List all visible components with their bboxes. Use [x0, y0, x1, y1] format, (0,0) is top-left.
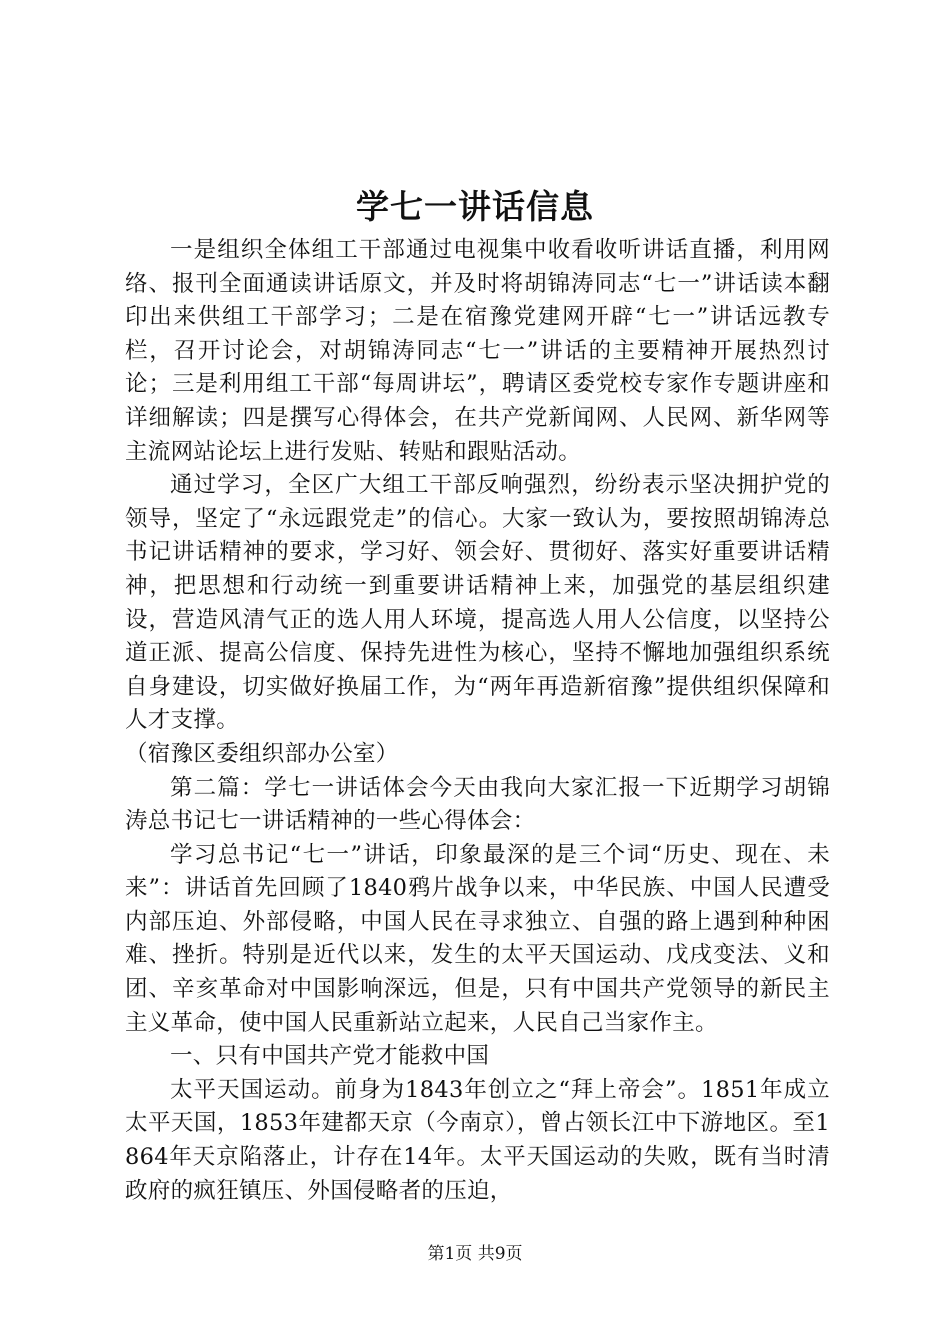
paragraph-2: 通过学习，全区广大组工干部反响强烈，纷纷表示坚决拥护党的领导，坚定了“永远跟党走”的信心。大家一致认为，要按照胡锦涛总书记讲话精神的要求，学习好、领会好、贯彻好、落实好重要讲话精神，把思想和行动统一到重要讲话精神上来，加强党的基层组织建设，营造风清气正的选人用人环境，提高选人用人公信度，以坚持公道正派、提高公信度、保持先进性为核心，坚持不懈地加强组织系统自身建设，切实做好换届工作，为“两年再造新宿豫”提供组织保障和人才支撑。 — [125, 472, 830, 734]
paragraph-1: 一是组织全体组工干部通过电视集中收看收听讲话直播，利用网络、报刊全面通读讲话原文，并及时将胡锦涛同志“七一”讲话读本翻印出来供组工干部学习；二是在宿豫党建网开辟“七一”讲话远教专栏，召开讨论会，对胡锦涛同志“七一”讲话的主要精神开展热烈讨论；三是利用组工干部“每周讲坛”，聘请区委党校专家作专题讲座和详细解读；四是撰写心得体会，在共产党新闻网、人民网、新华网等主流网站论坛上进行发贴、转贴和跟贴活动。 — [125, 237, 830, 465]
document-title: 学七一讲话信息 — [356, 187, 594, 226]
document-body — [125, 234, 830, 1208]
paragraph-4: 学习总书记“七一”讲话，印象最深的是三个词“历史、现在、未来”：讲话首先回顾了1840鸦片战争以来，中华民族、中国人民遭受内部压迫、外部侵略，中国人民在寻求独立、自强的路上遇到种种困难、挫折。特别是近代以来，发生的太平天国运动、戊戌变法、义和团、辛亥革命对中国影响深远，但是，只有中国共产党领导的新民主主义革命，使中国人民重新站立起来，人民自己当家作主。 — [125, 841, 830, 1036]
section-heading: 一、只有中国共产党才能救中国 — [170, 1043, 490, 1070]
paragraph-source: （宿豫区委组织部办公室） — [125, 740, 399, 767]
paragraph-5: 太平天国运动。前身为1843年创立之“拜上帝会”。1851年成立太平天国，1853年建都天京（今南京），曾占领长江中下游地区。至1864年天京陷落止，计存在14年。太平天国运动的失败，既有当时清政府的疯狂镇压、外国侵略者的压迫， — [125, 1076, 830, 1204]
paragraph-3: 第二篇：学七一讲话体会今天由我向大家汇报一下近期学习胡锦涛总书记七一讲话精神的一些心得体会： — [125, 774, 830, 835]
page-footer: 第1页 共9页 — [427, 1244, 523, 1264]
